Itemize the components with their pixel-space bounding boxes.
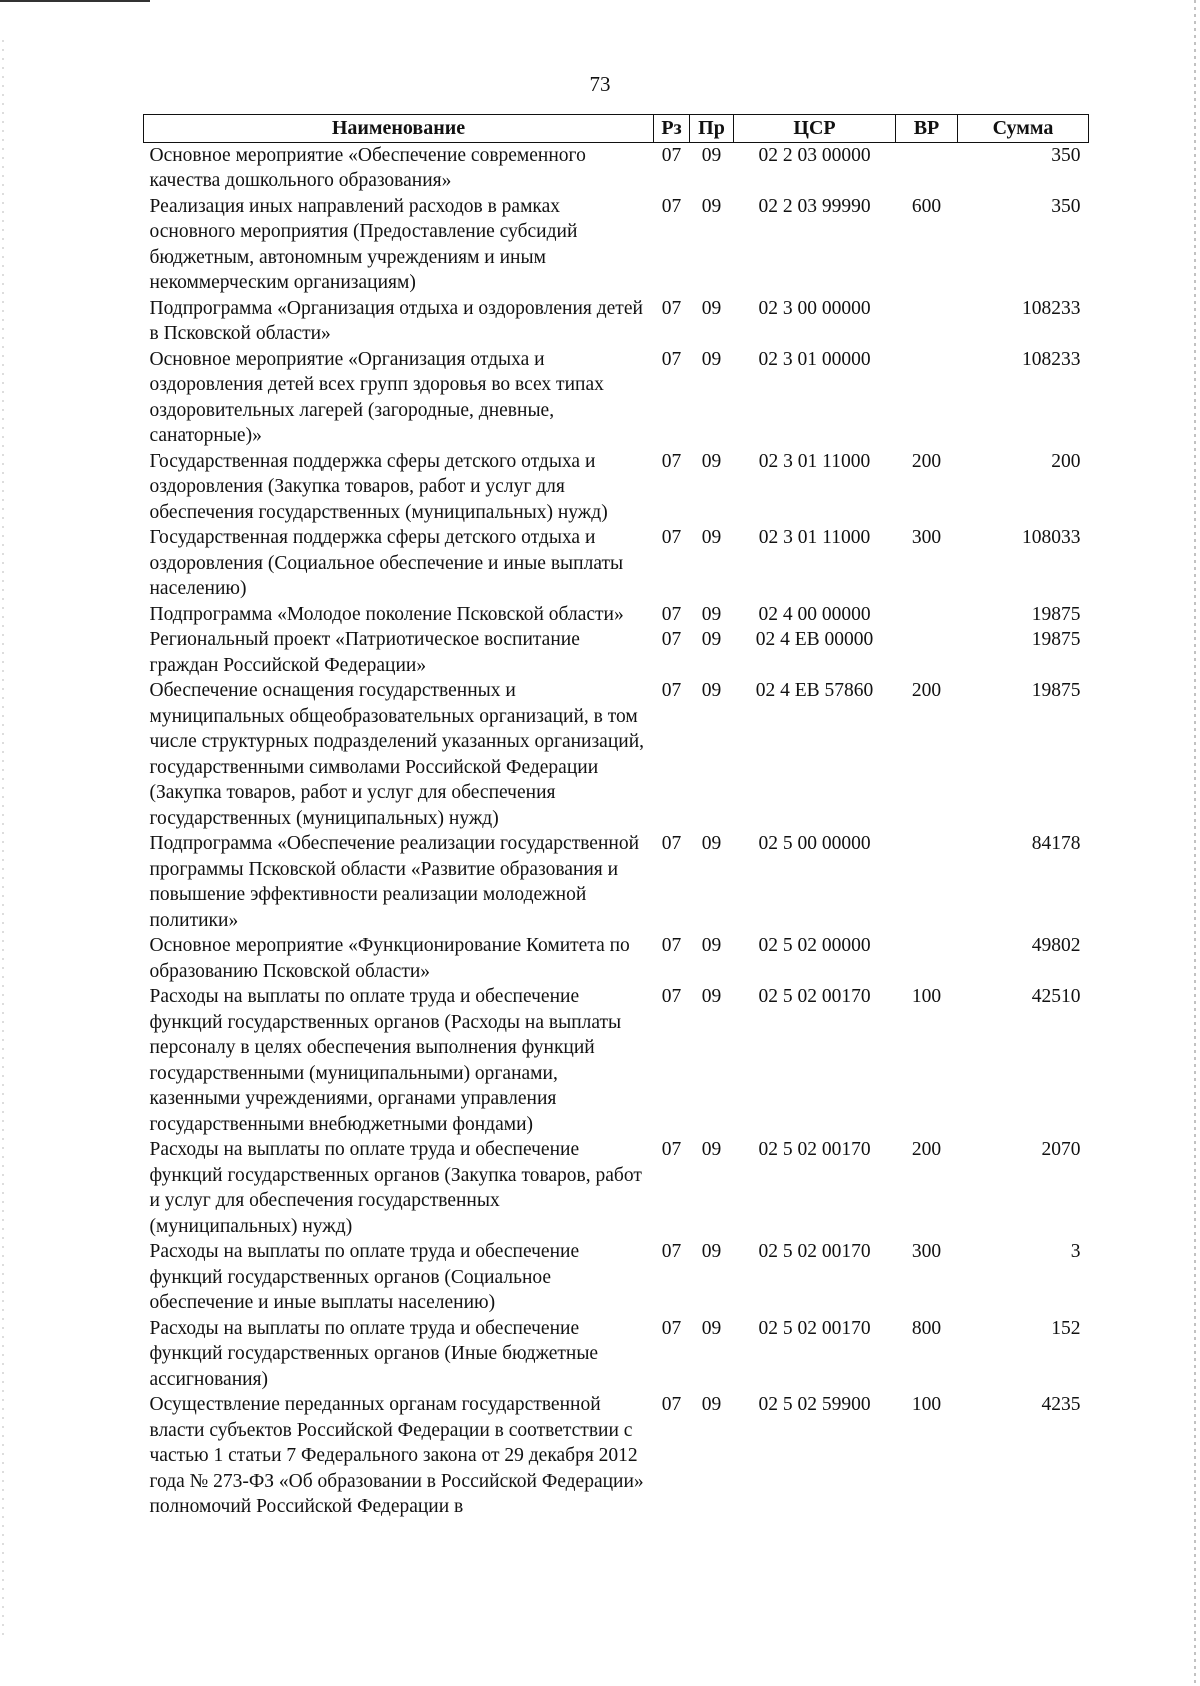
cell-csr: 02 5 02 00170 <box>758 1317 871 1339</box>
cell-sum: 84178 <box>1031 833 1081 854</box>
cell-sum: 3 <box>1070 1241 1081 1262</box>
cell-name: Региональный проект «Патриотическое воспитание граждан Российской Федерации» <box>149 629 580 676</box>
cell-sum: 152 <box>1051 1317 1081 1339</box>
cell-name: Подпрограмма «Молодое поколение Псковской области» <box>149 603 624 625</box>
cell-sum: 4235 <box>1041 1394 1081 1415</box>
cell-pr: 09 <box>701 144 722 166</box>
cell-sum: 19875 <box>1031 603 1081 625</box>
header-vr: ВР <box>896 115 958 143</box>
cell-name: Государственная поддержка сферы детского отдыха и оздоровления (Социальное обеспечение и иные выплаты населению) <box>149 527 624 599</box>
cell-name: Основное мероприятие «Функционирование Комитета по образованию Псковской области» <box>149 935 630 982</box>
table-row <box>144 984 1089 1137</box>
cell-sum: 42510 <box>1031 986 1081 1007</box>
cell-vr <box>896 347 958 449</box>
cell-vr <box>896 602 958 628</box>
cell-csr: 02 2 03 99990 <box>758 195 871 217</box>
table-row <box>144 678 1089 831</box>
cell-sum: 2070 <box>1041 1139 1081 1160</box>
table-row <box>144 831 1089 933</box>
cell-csr: 02 5 00 00000 <box>758 833 871 854</box>
header-name: Наименование <box>144 115 654 143</box>
cell-rz: 07 <box>661 935 682 956</box>
cell-csr: 02 5 02 59900 <box>758 1394 871 1415</box>
cell-rz: 07 <box>661 1317 682 1339</box>
cell-name: Расходы на выплаты по оплате труда и обеспечение функций государственных органов (Закупка товаров, работ и услуг для обеспечения государственных (муниципальных) нужд) <box>149 1139 642 1237</box>
cell-vr <box>896 296 958 347</box>
cell-sum: 19875 <box>1031 680 1081 701</box>
cell-name: Основное мероприятие «Обеспечение современного качества дошкольного образования» <box>149 144 586 191</box>
table-body <box>144 142 1089 1520</box>
table-row <box>144 1316 1089 1393</box>
table-header <box>144 115 1089 143</box>
cell-rz: 07 <box>661 297 682 319</box>
cell-name: Подпрограмма «Организация отдыха и оздоровления детей в Псковской области» <box>149 297 643 344</box>
cell-name: Государственная поддержка сферы детского отдыха и оздоровления (Закупка товаров, работ и услуг для обеспечения государственных (муниципальных) нужд) <box>149 450 608 523</box>
cell-csr: 02 3 01 00000 <box>758 348 871 370</box>
cell-name: Расходы на выплаты по оплате труда и обеспечение функций государственных органов (Иные бюджетные ассигнования) <box>149 1317 599 1390</box>
cell-vr: 200 <box>911 680 942 701</box>
cell-vr <box>896 831 958 933</box>
cell-csr: 02 5 02 00170 <box>758 1241 871 1262</box>
table-row <box>144 933 1089 984</box>
cell-vr <box>896 142 958 194</box>
cell-pr: 09 <box>701 348 722 370</box>
cell-sum: 350 <box>1051 195 1081 217</box>
cell-csr: 02 4 EB 57860 <box>755 680 874 701</box>
table-row <box>144 1239 1089 1316</box>
cell-name: Расходы на выплаты по оплате труда и обеспечение функций государственных органов (Расходы на выплаты персоналу в целях обеспечения выполнения функций государственными (муниципальными) органами, казенными учреждениями, органами управления государственными внебюджетными фондами) <box>149 986 622 1135</box>
cell-sum: 200 <box>1051 450 1081 472</box>
cell-pr: 09 <box>701 527 722 548</box>
cell-name: Основное мероприятие «Организация отдыха и оздоровления детей всех групп здоровья во всех типах оздоровительных лагерей (загородные, дневные, санаторные)» <box>149 348 604 446</box>
scan-edge-right <box>1194 0 1196 1686</box>
cell-vr: 600 <box>911 195 942 217</box>
cell-pr: 09 <box>701 450 722 472</box>
cell-csr: 02 5 02 00170 <box>758 1139 871 1160</box>
cell-vr: 300 <box>911 1241 942 1262</box>
cell-sum: 350 <box>1051 144 1081 166</box>
table-row <box>144 627 1089 678</box>
cell-vr: 800 <box>911 1317 942 1339</box>
cell-vr: 200 <box>911 450 942 472</box>
header-pr: Пр <box>690 115 734 143</box>
cell-rz: 07 <box>661 195 682 217</box>
cell-csr: 02 5 02 00000 <box>758 935 871 956</box>
page-number: 73 <box>589 72 611 96</box>
cell-vr: 200 <box>911 1139 942 1160</box>
cell-rz: 07 <box>661 680 682 701</box>
cell-name: Обеспечение оснащения государственных и муниципальных общеобразовательных организаций, в том числе структурных подразделений указанных организаций, государственными символами Российской Федерации (Закупка товаров, работ и услуг для обеспечения государственных (муниципальных) нужд) <box>149 680 645 829</box>
cell-pr: 09 <box>701 833 722 854</box>
cell-pr: 09 <box>701 1241 722 1262</box>
cell-sum: 19875 <box>1031 629 1081 650</box>
cell-rz: 07 <box>661 348 682 370</box>
table-row <box>144 449 1089 526</box>
table-row <box>144 194 1089 296</box>
scan-edge-top <box>0 0 150 2</box>
cell-sum: 108033 <box>1022 527 1081 548</box>
cell-pr: 09 <box>701 1317 722 1339</box>
cell-vr: 100 <box>911 986 942 1007</box>
table-row <box>144 602 1089 628</box>
cell-rz: 07 <box>661 833 682 854</box>
cell-vr <box>896 933 958 984</box>
cell-pr: 09 <box>701 629 722 650</box>
table-row <box>144 1137 1089 1239</box>
cell-vr: 300 <box>911 527 942 548</box>
cell-pr: 09 <box>701 195 722 217</box>
table-row <box>144 142 1089 194</box>
cell-name: Осуществление переданных органам государственной власти субъектов Российской Федерации в соответствии с частью 1 статьи 7 Федерального закона от 29 декабря 2012 года № 273-ФЗ «Об образовании в Российской Федерации» полномочий Российской Федерации в <box>149 1394 644 1517</box>
cell-rz: 07 <box>661 1139 682 1160</box>
cell-rz: 07 <box>661 603 682 625</box>
header-csr: ЦСР <box>734 115 896 143</box>
cell-name: Реализация иных направлений расходов в рамках основного мероприятия (Предоставление субсидий бюджетным, автономным учреждениям и иным некоммерческим организациям) <box>149 195 578 293</box>
cell-csr: 02 5 02 00170 <box>758 986 871 1007</box>
cell-csr: 02 2 03 00000 <box>758 144 871 166</box>
table-row <box>144 1392 1089 1520</box>
cell-pr: 09 <box>701 986 722 1007</box>
scan-edge-left <box>2 40 4 1640</box>
cell-csr: 02 3 01 11000 <box>758 450 871 472</box>
cell-sum: 108233 <box>1022 297 1081 319</box>
cell-csr: 02 3 01 11000 <box>758 527 871 548</box>
cell-rz: 07 <box>661 629 682 650</box>
cell-vr <box>896 627 958 678</box>
cell-pr: 09 <box>701 297 722 319</box>
cell-name: Подпрограмма «Обеспечение реализации государственной программы Псковской области «Развитие образования и повышение эффективности реализации молодежной политики» <box>149 833 640 931</box>
cell-csr: 02 4 EB 00000 <box>755 629 874 650</box>
cell-sum: 49802 <box>1031 935 1081 956</box>
cell-pr: 09 <box>701 1394 722 1415</box>
cell-rz: 07 <box>661 986 682 1007</box>
header-sum: Сумма <box>958 115 1089 143</box>
cell-rz: 07 <box>661 1241 682 1262</box>
cell-pr: 09 <box>701 603 722 625</box>
cell-rz: 07 <box>661 527 682 548</box>
cell-rz: 07 <box>661 1394 682 1415</box>
cell-name: Расходы на выплаты по оплате труда и обеспечение функций государственных органов (Социальное обеспечение и иные выплаты населению) <box>149 1241 580 1313</box>
cell-pr: 09 <box>701 1139 722 1160</box>
cell-rz: 07 <box>661 144 682 166</box>
cell-csr: 02 3 00 00000 <box>758 297 871 319</box>
table-row <box>144 347 1089 449</box>
table-row <box>144 296 1089 347</box>
header-rz: Рз <box>654 115 690 143</box>
cell-sum: 108233 <box>1022 348 1081 370</box>
table-row <box>144 525 1089 602</box>
cell-pr: 09 <box>701 935 722 956</box>
cell-rz: 07 <box>661 450 682 472</box>
cell-vr: 100 <box>911 1394 942 1415</box>
cell-csr: 02 4 00 00000 <box>758 603 871 625</box>
budget-table <box>143 114 1089 1520</box>
cell-pr: 09 <box>701 680 722 701</box>
